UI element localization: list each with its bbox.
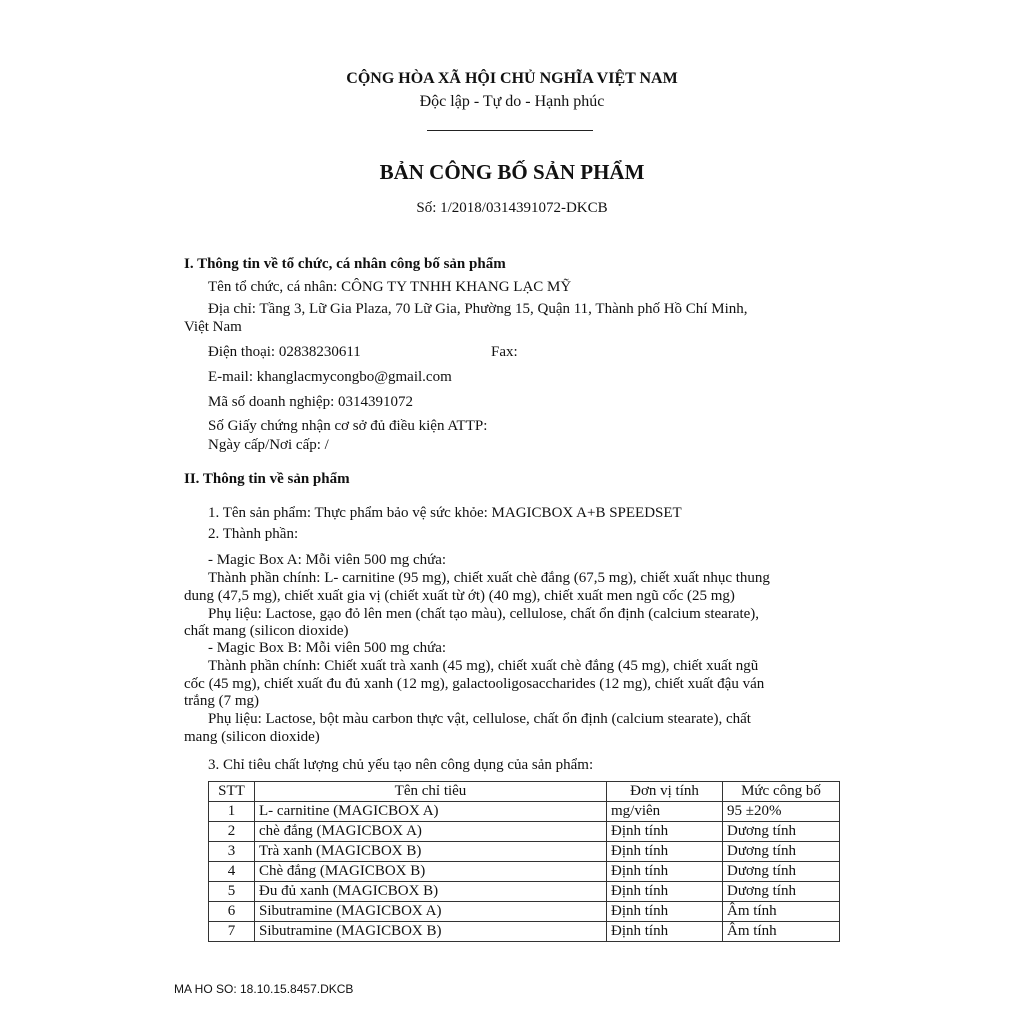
cell-stt: 5 [209, 882, 255, 902]
table-row [209, 802, 840, 822]
col-unit: Đơn vị tính [607, 782, 723, 802]
cell-value: Dương tính [723, 862, 840, 882]
cell-unit: Định tính [607, 922, 723, 942]
table-header-row [209, 782, 840, 802]
table-row [209, 882, 840, 902]
cell-name: L- carnitine (MAGICBOX A) [255, 802, 607, 822]
box-a-excipient-line1: Phụ liệu: Lactose, gạo đỏ lên men (chất tạo màu), cellulose, chất ổn định (calcium stearate), [208, 606, 760, 622]
motto: Độc lập - Tự do - Hạnh phúc [419, 93, 605, 110]
cell-value: Dương tính [723, 882, 840, 902]
cell-stt: 1 [209, 802, 255, 822]
document-title: BẢN CÔNG BỐ SẢN PHẨM [379, 160, 645, 184]
cell-name: Đu đủ xanh (MAGICBOX B) [255, 882, 607, 902]
cell-value: 95 ±20% [723, 802, 840, 822]
cell-unit: Định tính [607, 882, 723, 902]
cell-unit: mg/viên [607, 802, 723, 822]
quality-label: 3. Chỉ tiêu chất lượng chủ yếu tạo nên công dụng của sản phẩm: [208, 757, 594, 773]
section1-heading: I. Thông tin về tổ chức, cá nhân công bố sản phẩm [184, 256, 506, 272]
cell-value: Dương tính [723, 822, 840, 842]
product-name: 1. Tên sản phẩm: Thực phẩm bảo vệ sức khỏe: MAGICBOX A+B SPEEDSET [208, 505, 682, 521]
col-stt: STT [209, 782, 255, 802]
cell-value: Âm tính [723, 922, 840, 942]
cell-name: Trà xanh (MAGICBOX B) [255, 842, 607, 862]
issue-info: Ngày cấp/Nơi cấp: / [208, 437, 329, 453]
col-name: Tên chỉ tiêu [255, 782, 607, 802]
section2-heading: II. Thông tin về sản phẩm [184, 471, 350, 487]
cell-stt: 6 [209, 902, 255, 922]
box-b-excipient-line1: Phụ liệu: Lactose, bột màu carbon thực vật, cellulose, chất ổn định (calcium stearate), chất [208, 711, 751, 727]
cell-stt: 4 [209, 862, 255, 882]
table-row [209, 842, 840, 862]
cell-value: Âm tính [723, 902, 840, 922]
file-code: MA HO SO: 18.10.15.8457.DKCB [174, 982, 354, 996]
box-b-excipient-line2: mang (silicon dioxide) [184, 729, 320, 745]
box-b-main-line3: trắng (7 mg) [184, 693, 259, 709]
address-line2: Việt Nam [184, 319, 242, 335]
cell-stt: 7 [209, 922, 255, 942]
box-a-main-line2: dung (47,5 mg), chiết xuất gia vị (chiết xuất từ ớt) (40 mg), chiết xuất men ngũ cốc (25 mg) [184, 588, 735, 604]
cell-name: Chè đắng (MAGICBOX B) [255, 862, 607, 882]
table-row [209, 862, 840, 882]
document-number: Số: 1/2018/0314391072-DKCB [416, 200, 608, 216]
box-a-main-line1: Thành phần chính: L- carnitine (95 mg), chiết xuất chè đắng (67,5 mg), chiết xuất nhục thung [208, 570, 770, 586]
fax: Fax: [491, 344, 518, 360]
col-value: Mức công bố [723, 782, 840, 802]
cell-unit: Định tính [607, 902, 723, 922]
box-a-excipient-line2: chất mang (silicon dioxide) [184, 623, 349, 639]
phone: Điện thoại: 02838230611 [208, 344, 361, 360]
cell-unit: Định tính [607, 862, 723, 882]
composition-label: 2. Thành phần: [208, 526, 299, 542]
quality-table [208, 781, 840, 942]
certificate: Số Giấy chứng nhận cơ sở đủ điều kiện ATTP: [208, 418, 488, 434]
cell-stt: 2 [209, 822, 255, 842]
tax-code: Mã số doanh nghiệp: 0314391072 [208, 394, 413, 410]
cell-unit: Định tính [607, 842, 723, 862]
nation-heading: CỘNG HÒA XÃ HỘI CHỦ NGHĨA VIỆT NAM [346, 70, 678, 87]
box-b-main-line1: Thành phần chính: Chiết xuất trà xanh (45 mg), chiết xuất chè đắng (45 mg), chiết xuất ngũ [208, 658, 759, 674]
table-row [209, 922, 840, 942]
cell-unit: Định tính [607, 822, 723, 842]
cell-stt: 3 [209, 842, 255, 862]
cell-value: Dương tính [723, 842, 840, 862]
email: E-mail: khanglacmycongbo@gmail.com [208, 369, 452, 385]
table-row [209, 902, 840, 922]
box-b-title: - Magic Box B: Mỗi viên 500 mg chứa: [208, 640, 447, 656]
box-b-main-line2: cốc (45 mg), chiết xuất đu đủ xanh (12 mg), galactooligosaccharides (12 mg), chiết xuất đậu ván [184, 676, 765, 692]
address-line1: Địa chỉ: Tầng 3, Lữ Gia Plaza, 70 Lữ Gia, Phường 15, Quận 11, Thành phố Hồ Chí Minh, [208, 301, 748, 317]
org-name: Tên tổ chức, cá nhân: CÔNG TY TNHH KHANG LẠC MỸ [208, 279, 572, 295]
cell-name: Sibutramine (MAGICBOX A) [255, 902, 607, 922]
table-row [209, 822, 840, 842]
cell-name: Sibutramine (MAGICBOX B) [255, 922, 607, 942]
cell-name: chè đắng (MAGICBOX A) [255, 822, 607, 842]
divider [427, 130, 593, 131]
box-a-title: - Magic Box A: Mỗi viên 500 mg chứa: [208, 552, 447, 568]
